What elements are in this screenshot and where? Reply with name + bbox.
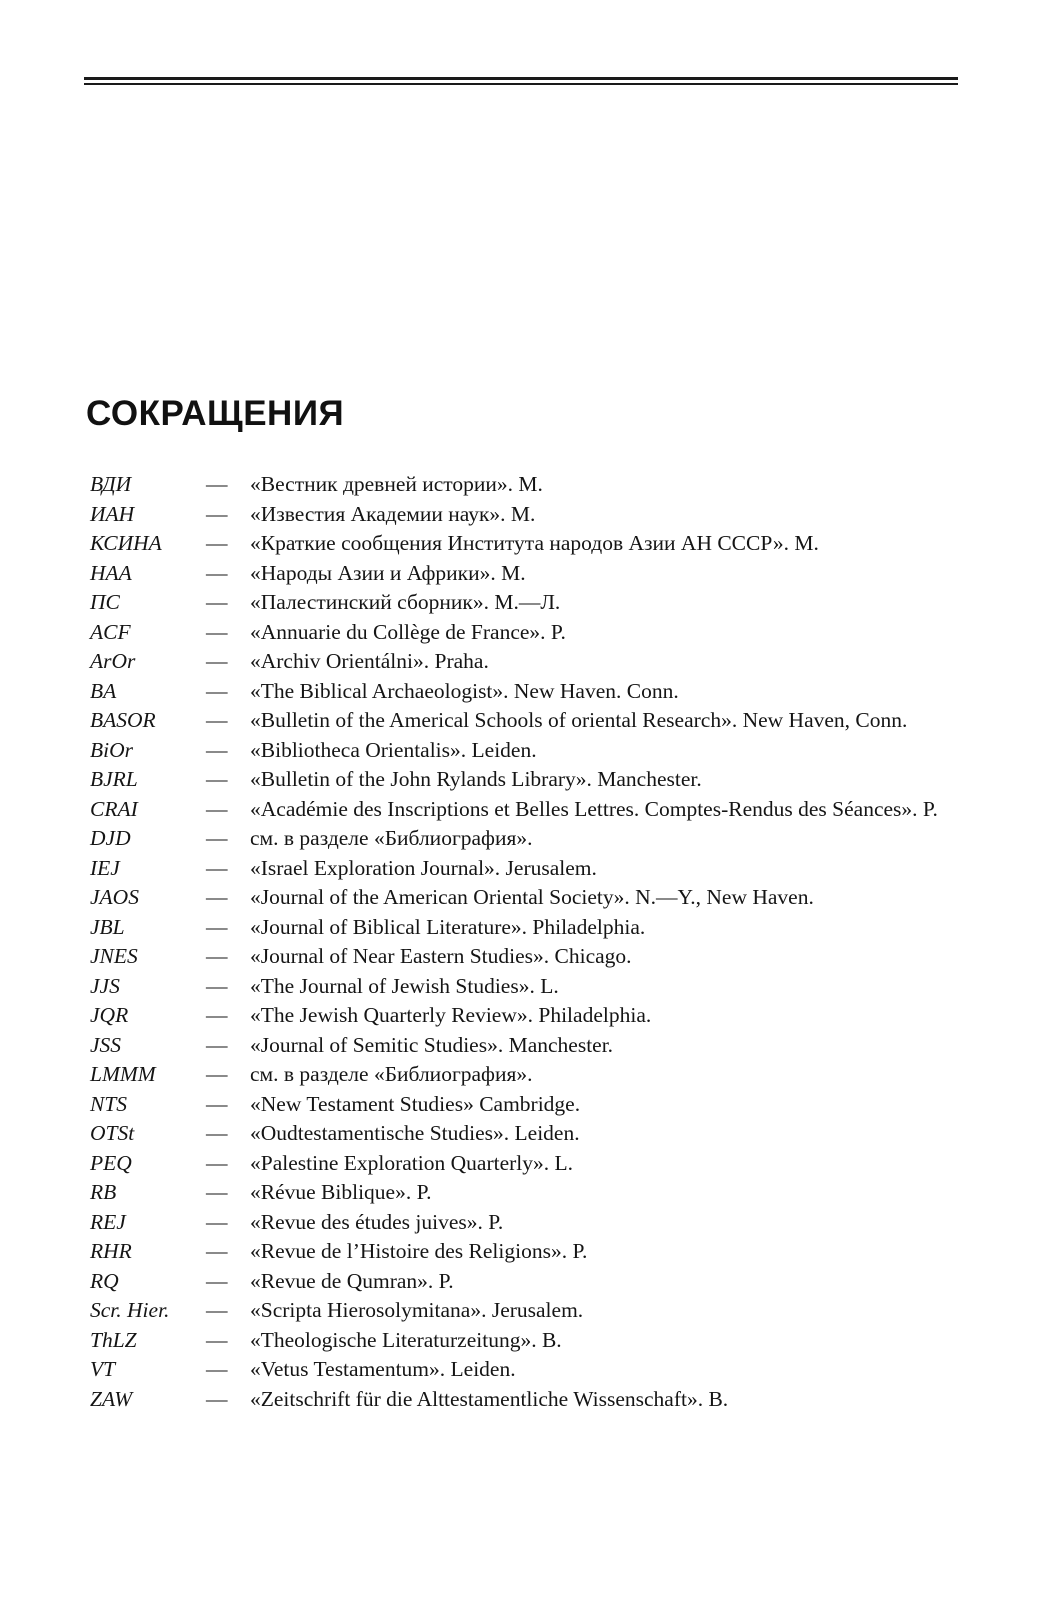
abbreviation-entry (90, 559, 960, 589)
abbreviation-description: «Annuarie du Collège de France». P. (250, 619, 566, 644)
abbreviation-description: «Zeitschrift für die Alttestamentliche Wissenschaft». B. (250, 1386, 729, 1411)
abbreviation-entry (90, 1267, 960, 1297)
abbreviation-term: LMMM (90, 1062, 156, 1086)
abbreviation-entry (90, 706, 960, 736)
abbreviation-dash: — (206, 1150, 228, 1175)
abbreviation-term: PEQ (90, 1150, 132, 1175)
abbreviation-dash: — (206, 1003, 228, 1027)
abbreviation-term: JBL (90, 914, 125, 939)
abbreviation-term: DJD (90, 826, 131, 850)
abbreviation-term: ПС (90, 590, 120, 614)
abbreviation-term: BASOR (90, 708, 156, 732)
abbreviation-description: «Scripta Hierosolymitana». Jerusalem. (250, 1298, 584, 1322)
abbreviation-entry (90, 1060, 960, 1090)
abbreviation-description: «Palestine Exploration Quarterly». L. (250, 1150, 574, 1175)
abbreviation-description: «Journal of Semitic Studies». Manchester. (250, 1032, 614, 1057)
abbreviation-entry (90, 942, 960, 972)
abbreviation-term: CRAI (90, 796, 138, 821)
abbreviation-term: ZAW (90, 1386, 133, 1411)
abbreviation-dash: — (206, 826, 228, 850)
abbreviation-term: RHR (90, 1239, 132, 1263)
abbreviation-entry (90, 1237, 960, 1267)
abbreviation-term: BJRL (90, 767, 138, 791)
abbreviation-entry (90, 972, 960, 1002)
abbreviation-dash: — (206, 590, 228, 614)
abbreviation-entry (90, 1090, 960, 1120)
abbreviation-entry (90, 618, 960, 648)
abbreviation-description: см. в разделе «Библиография». (250, 826, 533, 850)
abbreviation-entry (90, 1001, 960, 1031)
abbreviation-description: «Journal of the American Oriental Society». N.—Y., New Haven. (250, 885, 814, 909)
abbreviation-term: Scr. Hier. (90, 1298, 170, 1322)
abbreviation-term: BA (90, 678, 117, 703)
abbreviation-dash: — (206, 1121, 228, 1145)
abbreviation-list (90, 470, 960, 1414)
abbreviation-term: VT (90, 1357, 116, 1381)
abbreviation-dash: — (206, 1091, 228, 1116)
abbreviation-dash: — (206, 944, 228, 968)
abbreviation-dash: — (206, 708, 228, 732)
abbreviation-description: «New Testament Studies» Cambridge. (250, 1091, 581, 1116)
abbreviation-entry (90, 470, 960, 500)
abbreviation-description: «The Journal of Jewish Studies». L. (250, 973, 559, 998)
abbreviation-description: «Revue des études juives». P. (250, 1209, 504, 1234)
abbreviation-dash: — (206, 1062, 228, 1086)
abbreviation-description: «Vetus Testamentum». Leiden. (250, 1357, 516, 1381)
abbreviation-description: «The Biblical Archaeologist». New Haven. Conn. (250, 678, 679, 703)
abbreviation-dash: — (206, 914, 228, 939)
abbreviation-description: «Bulletin of the Americal Schools of oriental Research». New Haven, Conn. (250, 708, 908, 732)
abbreviation-description: «Oudtestamentische Studies». Leiden. (250, 1121, 580, 1145)
abbreviation-dash: — (206, 1032, 228, 1057)
abbreviation-entry (90, 1178, 960, 1208)
abbreviation-description: «Revue de l’Histoire des Religions». P. (250, 1239, 588, 1263)
abbreviation-term: КСИНА (90, 531, 162, 555)
abbreviation-entry (90, 795, 960, 825)
abbreviation-description: «Académie des Inscriptions et Belles Lettres. Comptes-Rendus des Séances». P. (250, 796, 938, 821)
abbreviation-dash: — (206, 531, 228, 555)
abbreviation-term: RQ (90, 1268, 119, 1293)
abbreviation-term: BiOr (90, 737, 133, 762)
abbreviation-entry (90, 765, 960, 795)
abbreviation-description: «Краткие сообщения Института народов Азии АН СССР». М. (250, 531, 819, 555)
abbreviation-description: «Народы Азии и Африки». М. (250, 560, 526, 585)
page-title: СОКРАЩЕНИЯ (86, 394, 345, 433)
abbreviation-dash: — (206, 1209, 228, 1234)
abbreviation-term: JJS (90, 973, 120, 998)
abbreviation-dash: — (206, 1298, 228, 1322)
abbreviation-dash: — (206, 472, 228, 496)
header-rule-bottom (84, 83, 958, 85)
abbreviation-description: «Bulletin of the John Rylands Library». Manchester. (250, 767, 702, 791)
abbreviation-term: ArOr (90, 649, 136, 673)
abbreviation-dash: — (206, 737, 228, 762)
abbreviation-entry (90, 736, 960, 766)
abbreviation-dash: — (206, 649, 228, 673)
abbreviation-dash: — (206, 1180, 228, 1204)
abbreviation-description: «Theologische Literaturzeitung». B. (250, 1327, 562, 1352)
abbreviation-dash: — (206, 767, 228, 791)
abbreviation-term: ВДИ (90, 472, 132, 496)
abbreviation-dash: — (206, 501, 228, 526)
abbreviation-entry (90, 913, 960, 943)
abbreviation-term: REJ (90, 1209, 126, 1234)
abbreviation-description: «The Jewish Quarterly Review». Philadelphia. (250, 1003, 652, 1027)
abbreviation-description: «Archiv Orientálni». Praha. (250, 649, 489, 673)
abbreviation-entry (90, 1119, 960, 1149)
abbreviation-entry (90, 1326, 960, 1356)
abbreviation-dash: — (206, 1357, 228, 1381)
abbreviation-term: ИАН (90, 501, 135, 526)
abbreviation-term: JQR (90, 1003, 129, 1027)
header-rule-top (84, 77, 958, 80)
abbreviation-entry (90, 529, 960, 559)
abbreviation-dash: — (206, 1268, 228, 1293)
abbreviation-entry (90, 647, 960, 677)
abbreviation-entry (90, 1031, 960, 1061)
abbreviation-entry (90, 1149, 960, 1179)
abbreviation-dash: — (206, 1386, 228, 1411)
abbreviation-term: RB (90, 1180, 117, 1204)
abbreviation-description: «Journal of Near Eastern Studies». Chicago. (250, 944, 632, 968)
abbreviation-description: «Révue Biblique». P. (250, 1180, 432, 1204)
abbreviation-dash: — (206, 973, 228, 998)
abbreviation-term: ThLZ (90, 1327, 137, 1352)
abbreviation-entry (90, 854, 960, 884)
abbreviation-dash: — (206, 619, 228, 644)
abbreviation-entry (90, 1296, 960, 1326)
abbreviation-dash: — (206, 1239, 228, 1263)
abbreviation-description: «Revue de Qumran». P. (250, 1268, 454, 1293)
abbreviation-dash: — (206, 885, 228, 909)
abbreviation-term: ACF (90, 619, 131, 644)
abbreviation-entry (90, 500, 960, 530)
abbreviation-term: NTS (90, 1091, 128, 1116)
abbreviation-description: см. в разделе «Библиография». (250, 1062, 533, 1086)
abbreviation-entry (90, 883, 960, 913)
abbreviation-dash: — (206, 796, 228, 821)
abbreviation-term: JNES (90, 944, 138, 968)
abbreviation-entry (90, 588, 960, 618)
abbreviation-description: «Палестинский сборник». М.—Л. (250, 590, 561, 614)
abbreviation-entry (90, 1385, 960, 1415)
abbreviation-entry (90, 824, 960, 854)
abbreviation-description: «Известия Академии наук». М. (250, 501, 536, 526)
abbreviation-dash: — (206, 560, 228, 585)
abbreviation-description: «Bibliotheca Orientalis». Leiden. (250, 737, 537, 762)
abbreviation-term: OTSt (90, 1121, 135, 1145)
abbreviation-description: «Journal of Biblical Literature». Philadelphia. (250, 914, 646, 939)
abbreviation-entry (90, 677, 960, 707)
abbreviation-dash: — (206, 855, 228, 880)
abbreviation-entry (90, 1355, 960, 1385)
abbreviation-description: «Israel Exploration Journal». Jerusalem. (250, 855, 597, 880)
abbreviation-dash: — (206, 678, 228, 703)
abbreviation-term: JAOS (90, 885, 139, 909)
abbreviation-term: НАА (90, 560, 132, 585)
abbreviation-dash: — (206, 1327, 228, 1352)
abbreviation-entry (90, 1208, 960, 1238)
abbreviation-description: «Вестник древней истории». М. (250, 472, 543, 496)
abbreviation-term: JSS (90, 1032, 122, 1057)
abbreviation-term: IEJ (90, 855, 120, 880)
